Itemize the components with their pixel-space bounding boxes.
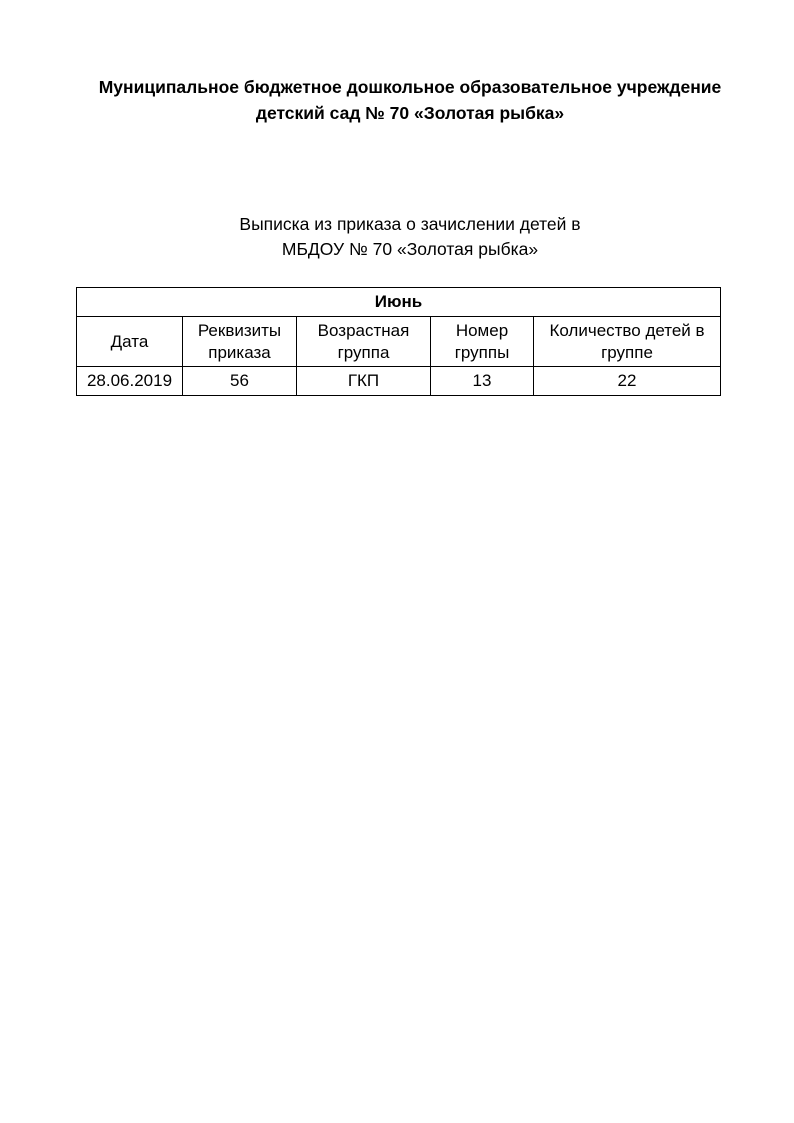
document-title-line-2: МБДОУ № 70 «Золотая рыбка» [281, 239, 539, 259]
document-title [60, 212, 760, 262]
cell-age-group: ГКП [297, 367, 431, 396]
cell-date: 28.06.2019 [77, 367, 183, 396]
cell-group-number: 13 [431, 367, 534, 396]
cell-children-count: 22 [534, 367, 721, 396]
table-month-header: Июнь [77, 288, 721, 317]
cell-order-details: 56 [183, 367, 297, 396]
organization-title [60, 74, 760, 126]
column-header-age-group: Возрастная группа [297, 317, 431, 367]
organization-title-line-2: детский сад № 70 «Золотая рыбка» [255, 103, 565, 123]
document-title-line-1: Выписка из приказа о зачислении детей в [239, 214, 581, 234]
table-row [77, 367, 721, 396]
column-header-group-number: Номер группы [431, 317, 534, 367]
column-header-children-count: Количество детей в группе [534, 317, 721, 367]
enrollment-table [76, 287, 721, 396]
organization-title-line-1: Муниципальное бюджетное дошкольное образовательное учреждение [98, 77, 722, 97]
column-header-date: Дата [77, 317, 183, 367]
column-header-order-details: Реквизиты приказа [183, 317, 297, 367]
